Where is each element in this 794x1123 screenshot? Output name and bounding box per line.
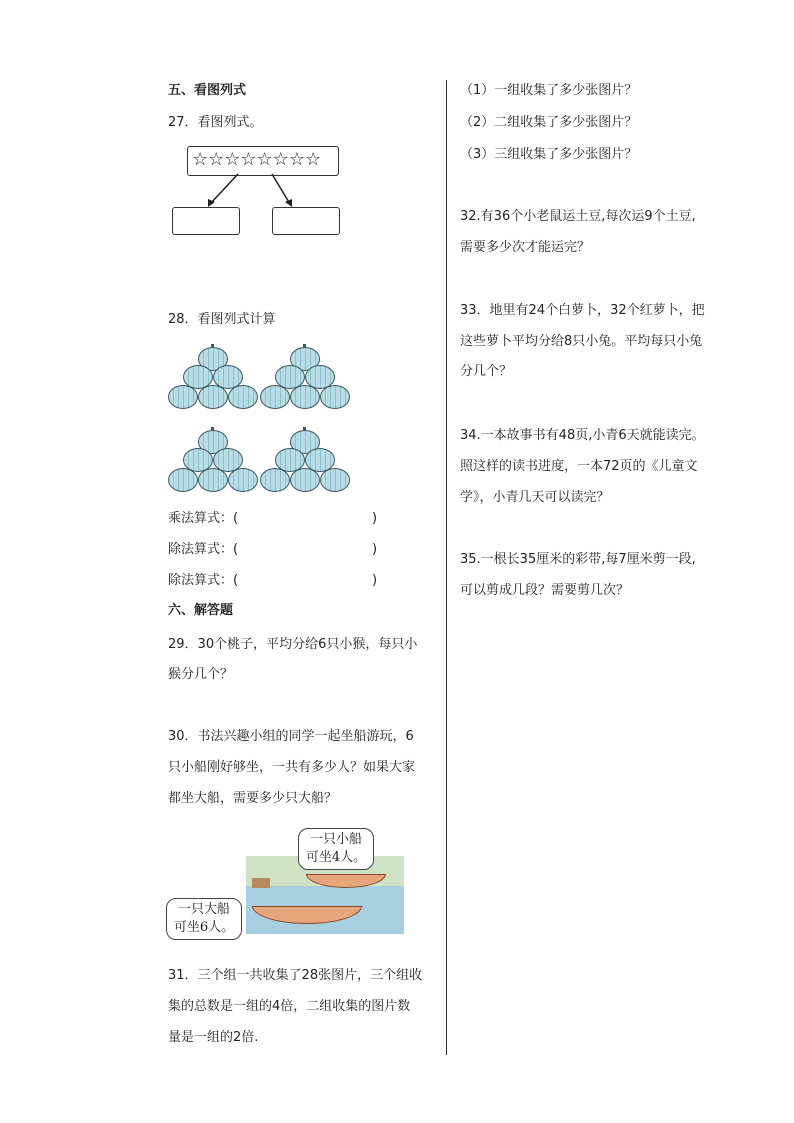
small-boat-bubble-line2: 可坐4人。 — [305, 850, 367, 865]
pumpkin-pile-1 — [168, 344, 260, 410]
question-35-line1: 35.一根长35厘米的彩带,每7厘米剪一段, — [460, 552, 696, 567]
small-boat-speech-bubble — [298, 828, 374, 870]
pumpkin-pile-3 — [168, 427, 260, 493]
question-31-line2: 集的总数是一组的4倍，二组收集的图片数 — [168, 999, 411, 1014]
question-29-line2: 猴分几个？ — [168, 667, 234, 682]
arrows-diagram — [190, 172, 330, 212]
question-35-line2: 可以剪成几段？需要剪几次？ — [460, 583, 630, 598]
question-30-line1: 30．书法兴趣小组的同学一起坐船游玩，6 — [168, 729, 414, 744]
answer-box-left[interactable] — [172, 207, 240, 235]
question-33-line1: 33．地里有24个白萝卜，32个红萝卜，把 — [460, 303, 705, 318]
question-27: 27．看图列式。 — [168, 115, 263, 130]
division-label-2: 除法算式：( — [168, 573, 239, 588]
question-34-line2: 照这样的读书进度，一本72页的《儿童文 — [460, 459, 698, 474]
question-28: 28．看图列式计算 — [168, 312, 276, 327]
stars-row: ☆☆☆☆☆☆☆☆ — [192, 149, 322, 170]
question-32-line2: 需要多少次才能运完？ — [460, 240, 591, 255]
big-boat-bubble-line1: 一只大船 — [177, 902, 230, 917]
question-29-line1: 29．30个桃子，平均分给6只小猴，每只小 — [168, 637, 418, 652]
question-31-line1: 31．三个组一共收集了28张图片，三个组收 — [168, 968, 423, 983]
division-label-1: 除法算式：( — [168, 542, 239, 557]
question-31-sub2: （2）二组收集了多少张图片？ — [460, 115, 638, 130]
question-31-line3: 量是一组的2倍. — [168, 1030, 259, 1045]
multiplication-close: ) — [372, 511, 378, 526]
big-boat-speech-bubble — [166, 898, 242, 940]
column-divider — [446, 80, 447, 1055]
answer-box-right[interactable] — [272, 207, 340, 235]
pumpkin-pile-2 — [260, 344, 352, 410]
big-boat-bubble-line2: 可坐6人。 — [173, 920, 235, 935]
question-31-sub3: （3）三组收集了多少张图片？ — [460, 147, 638, 162]
section-five-heading: 五、看图列式 — [168, 83, 247, 98]
division-close-1: ) — [372, 542, 378, 557]
question-33-line3: 分几个？ — [460, 364, 513, 379]
question-30-line2: 只小船刚好够坐，一共有多少人？如果大家 — [168, 760, 416, 775]
arrow-left — [210, 174, 238, 204]
question-32-line1: 32.有36个小老鼠运土豆,每次运9个土豆, — [460, 209, 696, 224]
arrow-right — [272, 174, 290, 204]
question-34-line1: 34.一本故事书有48页,小青6天就能读完。 — [460, 428, 705, 443]
question-30-line3: 都坐大船，需要多少只大船？ — [168, 791, 338, 806]
question-31-sub1: （1）一组收集了多少张图片？ — [460, 83, 638, 98]
question-34-line3: 学》，小青几天可以读完？ — [460, 490, 610, 505]
dock — [252, 878, 270, 888]
division-close-2: ) — [372, 573, 378, 588]
question-33-line2: 这些萝卜平均分给8只小兔。平均每只小兔 — [460, 334, 703, 349]
small-boat-bubble-line1: 一只小船 — [309, 832, 362, 847]
multiplication-label: 乘法算式：( — [168, 511, 239, 526]
pumpkin-pile-4 — [260, 427, 352, 493]
section-six-heading: 六、解答题 — [168, 603, 234, 618]
